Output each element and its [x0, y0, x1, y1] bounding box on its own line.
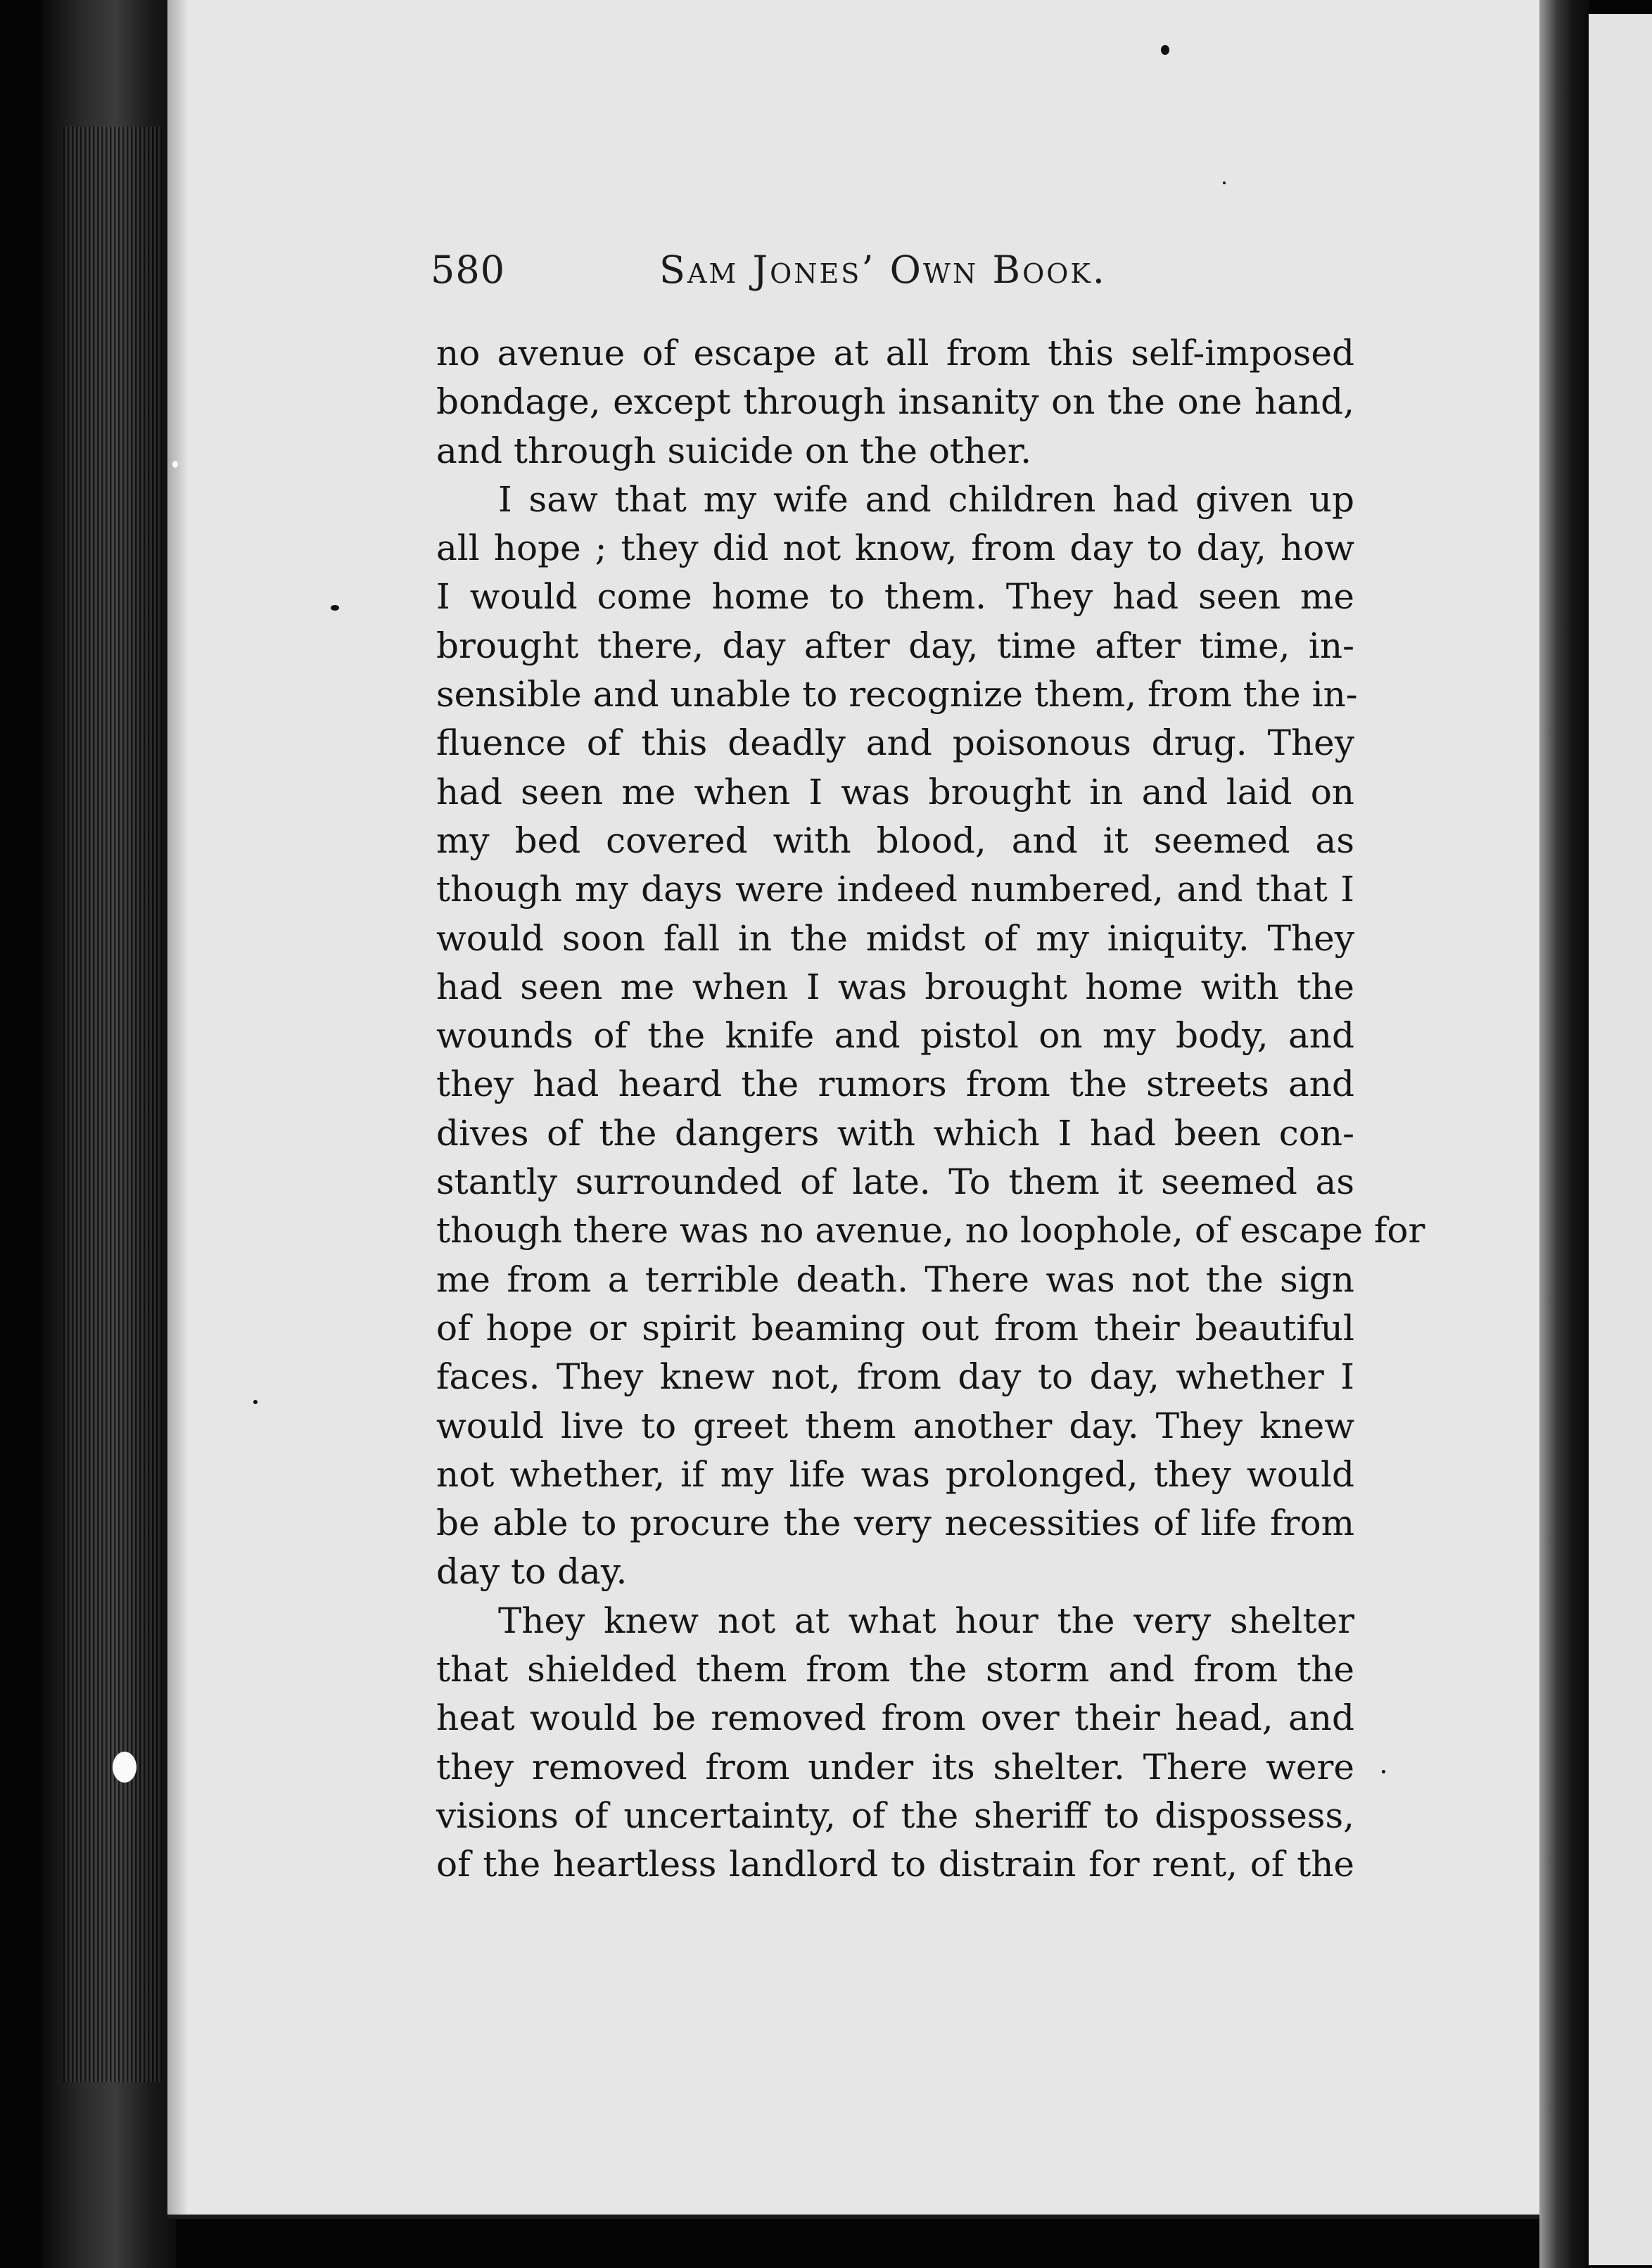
scan-speck: [1161, 45, 1169, 55]
text-line: They knew not at what hour the very shelter: [498, 1600, 1354, 1641]
book-title: Sam Jones’ Own Book.: [659, 248, 1107, 292]
text-line: brought there, day after day, time after time, in-: [436, 625, 1354, 666]
page-number: 580: [431, 248, 506, 292]
text-line: wounds of the knife and pistol on my body, and: [436, 1015, 1354, 1057]
text-line: all hope ; they did not know, from day to day, how: [436, 528, 1354, 569]
text-line: had seen me when I was brought home with the: [436, 966, 1354, 1007]
text-line: that shielded them from the storm and from the: [436, 1649, 1354, 1690]
text-line: though there was no avenue, no loophole, of escape for: [436, 1210, 1425, 1251]
text-line: would live to greet them another day. They knew: [436, 1405, 1354, 1446]
text-line: would soon fall in the midst of my iniquity. They: [436, 917, 1354, 959]
paragraph: [436, 329, 1354, 476]
text-line: they had heard the rumors from the streets and: [436, 1064, 1354, 1105]
scan-speck: [1223, 181, 1226, 184]
text-line: and through suicide on the other.: [436, 430, 1032, 471]
running-head: [431, 248, 1345, 304]
scan-speck: [1382, 1770, 1385, 1773]
text-line: they removed from under its shelter. There were: [436, 1746, 1354, 1788]
text-line: of the heartless landlord to distrain for rent, of the: [436, 1844, 1354, 1885]
text-line: heat would be removed from over their head, and: [436, 1697, 1354, 1739]
paragraph: [436, 1597, 1354, 1890]
scan-speck: [253, 1400, 258, 1404]
text-line: visions of uncertainty, of the sheriff to dispossess,: [436, 1795, 1354, 1836]
book-gutter: [1539, 0, 1589, 2268]
text-line: stantly surrounded of late. To them it seemed as: [436, 1161, 1354, 1203]
text-line: no avenue of escape at all from this self-imposed: [436, 333, 1354, 374]
facing-page-edge: [1589, 14, 1652, 2265]
text-line: fluence of this deadly and poisonous drug. They: [436, 722, 1354, 764]
text-line: dives of the dangers with which I had been con-: [436, 1112, 1354, 1154]
scan-speck: [172, 461, 178, 468]
text-line: my bed covered with blood, and it seemed as: [436, 820, 1354, 861]
text-line: bondage, except through insanity on the one hand,: [436, 381, 1354, 423]
text-line: sensible and unable to recognize them, from the in-: [436, 674, 1358, 715]
scan-speck: [113, 1752, 136, 1783]
book-page-edge-texture: [63, 127, 162, 2082]
text-line: faces. They knew not, from day to day, whether I: [436, 1356, 1354, 1398]
text-line: of hope or spirit beaming out from their beautiful: [436, 1307, 1354, 1349]
page-shadow: [167, 0, 189, 2215]
text-line: not whether, if my life was prolonged, they would: [436, 1453, 1354, 1495]
text-line: though my days were indeed numbered, and that I: [436, 869, 1354, 910]
text-line: I would come home to them. They had seen me: [436, 576, 1354, 618]
body-text: [436, 329, 1425, 1890]
scan-speck: [331, 605, 339, 611]
text-line: I saw that my wife and children had given up: [498, 478, 1354, 520]
text-line: day to day.: [436, 1551, 628, 1593]
text-line: had seen me when I was brought in and laid on: [436, 771, 1354, 813]
text-line: me from a terrible death. There was not the sign: [436, 1259, 1354, 1300]
paragraph: [436, 476, 1425, 1597]
text-line: be able to procure the very necessities of life from: [436, 1503, 1354, 1544]
